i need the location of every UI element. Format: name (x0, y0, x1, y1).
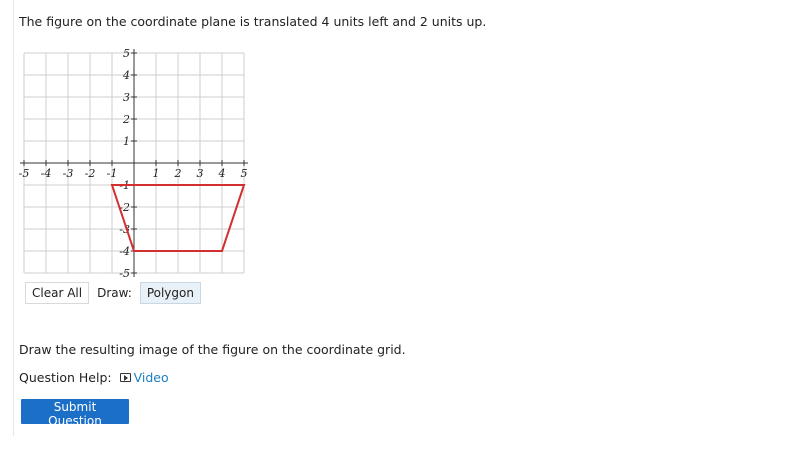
y-tick-label: 2 (123, 113, 130, 126)
x-tick-label: -5 (18, 167, 30, 180)
y-tick-label: -3 (119, 223, 130, 236)
instruction-text: Draw the resulting image of the figure on the coordinate grid. (19, 342, 406, 357)
y-tick-label: 1 (123, 135, 130, 148)
y-tick-label: 5 (123, 47, 130, 60)
y-tick-label: -5 (119, 267, 130, 280)
polygon-tool-button[interactable]: Polygon (140, 282, 201, 304)
x-tick-label: -3 (62, 167, 74, 180)
question-prompt: The figure on the coordinate plane is translated 4 units left and 2 units up. (19, 14, 487, 29)
submit-question-button[interactable]: Submit Question (21, 399, 129, 424)
clear-all-button[interactable]: Clear All (25, 282, 89, 304)
y-tick-label: -1 (119, 179, 130, 192)
question-help-label: Question Help: (19, 370, 112, 385)
y-tick-label: 3 (123, 91, 130, 104)
x-tick-label: 2 (174, 167, 182, 180)
y-tick-label: 4 (123, 69, 130, 82)
video-icon (120, 373, 131, 382)
draw-toolbar (25, 282, 201, 304)
draw-label: Draw: (97, 286, 132, 300)
y-tick-label: -2 (119, 201, 130, 214)
x-tick-label: 5 (240, 167, 248, 180)
video-link[interactable] (120, 370, 169, 385)
y-tick-label: -4 (119, 245, 130, 258)
x-tick-label: 3 (196, 167, 204, 180)
x-tick-label: -1 (106, 167, 118, 180)
question-help (19, 370, 169, 385)
x-tick-label: 1 (152, 167, 160, 180)
x-tick-label: -2 (84, 167, 96, 180)
video-link-label: Video (133, 370, 169, 385)
x-tick-label: 4 (218, 167, 226, 180)
x-tick-label: -4 (40, 167, 52, 180)
